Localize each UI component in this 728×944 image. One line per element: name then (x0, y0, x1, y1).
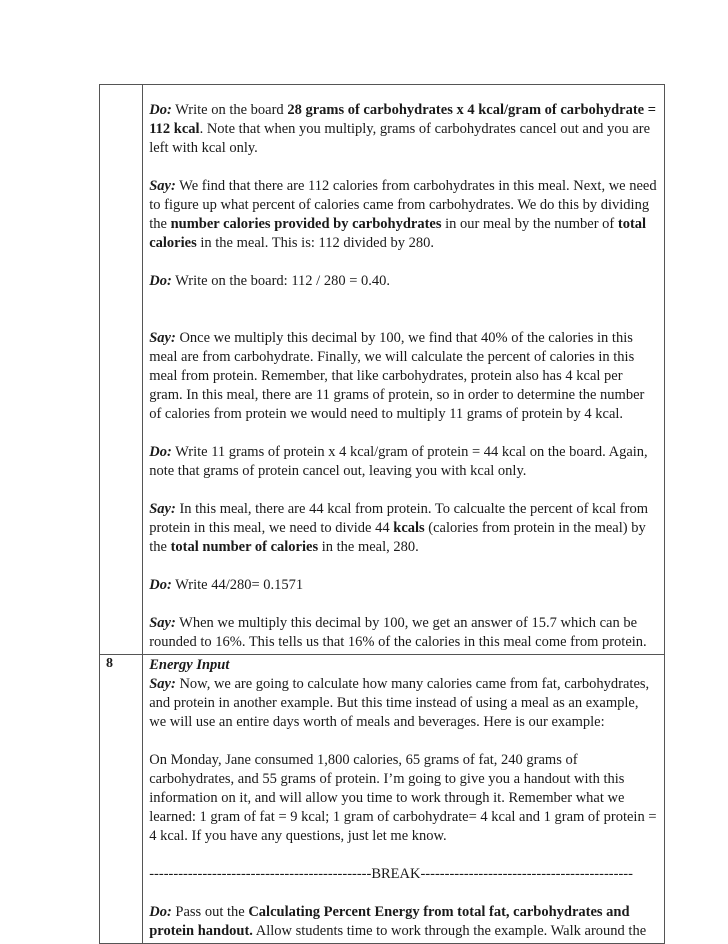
lesson-table (99, 84, 665, 944)
bold-text: number calories provided by carbohydrates (170, 216, 442, 232)
text-span: in the meal. This is: 112 divided by 280. (196, 235, 434, 251)
row-number-cell (100, 85, 143, 655)
section-heading: Energy Input (149, 657, 230, 673)
instruction-paragraph (149, 101, 658, 158)
row-number-cell (100, 655, 143, 944)
do-label: Do: (149, 102, 172, 118)
text-span: in our meal by the number of (441, 216, 618, 232)
text-span: Pass out the (171, 904, 249, 920)
table-row (100, 655, 665, 944)
instruction-paragraph (149, 329, 658, 424)
example-paragraph (149, 751, 658, 846)
row-number: 8 (106, 656, 113, 671)
text-span: Allow students time to work through the example. Walk around the (252, 923, 647, 939)
bold-text: Calculating Percent Energy from total fat, carbohydrates and protein handout. (149, 904, 630, 939)
text-span: Write on the board: 112 / 280 = 0.40. (171, 273, 390, 289)
do-label: Do: (149, 444, 172, 460)
instruction-paragraph (149, 675, 658, 732)
instruction-paragraph (149, 656, 658, 675)
instruction-paragraph (149, 177, 658, 253)
break-divider: ----------------------------------------------BREAK-------------------------------------------- (149, 866, 633, 882)
bold-text: total number of calories (170, 539, 319, 555)
table-row (100, 85, 665, 655)
text-span: in the meal, 280. (318, 539, 419, 555)
text-span: (calories from protein in the meal) by the (149, 520, 646, 555)
do-label: Do: (149, 904, 172, 920)
say-label: Say: (149, 178, 176, 194)
instruction-paragraph (149, 500, 658, 557)
text-span: Now, we are going to calculate how many calories came from fat, carbohydrates, and protein in another example. But this time instead of using a meal as an example, we will use an entire days worth of meals and beverages. Here is our example: (149, 676, 650, 730)
do-label: Do: (149, 273, 172, 289)
say-label: Say: (149, 330, 176, 346)
text-span: Write on the board (171, 102, 288, 118)
text-span: On Monday, Jane consumed 1,800 calories, 65 grams of fat, 240 grams of carbohydrates, and 55 grams of protein. I’m going to give you a handout with this information on it, and will allow you time to work through it. Remember what we learned: 1 gram of fat = 9 kcal; 1 gram of carbohydrate= 4 kcal and 1 gram of protein = 4 kcal. If you have any questions, just let me know. (149, 752, 657, 844)
instruction-paragraph (149, 903, 658, 941)
bold-text: kcals (393, 520, 425, 536)
bold-text: 28 grams of carbohydrates x 4 kcal/gram of carbohydrate = 112 kcal (149, 102, 657, 137)
text-span: . Note that when you multiply, grams of carbohydrates cancel out and you are left with kcal only. (149, 121, 651, 156)
instruction-paragraph (149, 576, 658, 595)
text-span: When we multiply this decimal by 100, we get an answer of 15.7 which can be rounded to 16%. This tells us that 16% of the calories in this meal come from protein. (149, 615, 647, 650)
instruction-paragraph (149, 443, 658, 481)
text-span: Write 44/280= 0.1571 (171, 577, 304, 593)
say-label: Say: (149, 615, 176, 631)
text-span: In this meal, there are 44 kcal from protein. To calcualte the percent of kcal from protein in this meal, we need to divide 44 (149, 501, 648, 536)
say-label: Say: (149, 501, 176, 517)
instruction-paragraph (149, 614, 658, 652)
row-content-cell (143, 655, 665, 944)
do-label: Do: (149, 577, 172, 593)
bold-text: total calories (149, 216, 647, 251)
text-span: Once we multiply this decimal by 100, we find that 40% of the calories in this meal are from carbohydrate. Finally, we will calculate the percent of calories in this meal from protein. Remember, that like carbohydrates, protein also has 4 kcal per gram. In this meal, there are 11 grams of protein, so in order to determine the number of calories from protein we would need to multiply 11 grams of protein by 4 kcal. (149, 330, 645, 422)
say-label: Say: (149, 676, 176, 692)
text-span: Write 11 grams of protein x 4 kcal/gram of protein = 44 kcal on the board. Again, note that grams of protein cancel out, leaving you with kcal only. (149, 444, 648, 479)
instruction-paragraph (149, 272, 658, 291)
row-content-cell (143, 85, 665, 655)
text-span: We find that there are 112 calories from carbohydrates in this meal. Next, we need to figure up what percent of calories came from carbohydrates. We do this by dividing the (149, 178, 657, 232)
